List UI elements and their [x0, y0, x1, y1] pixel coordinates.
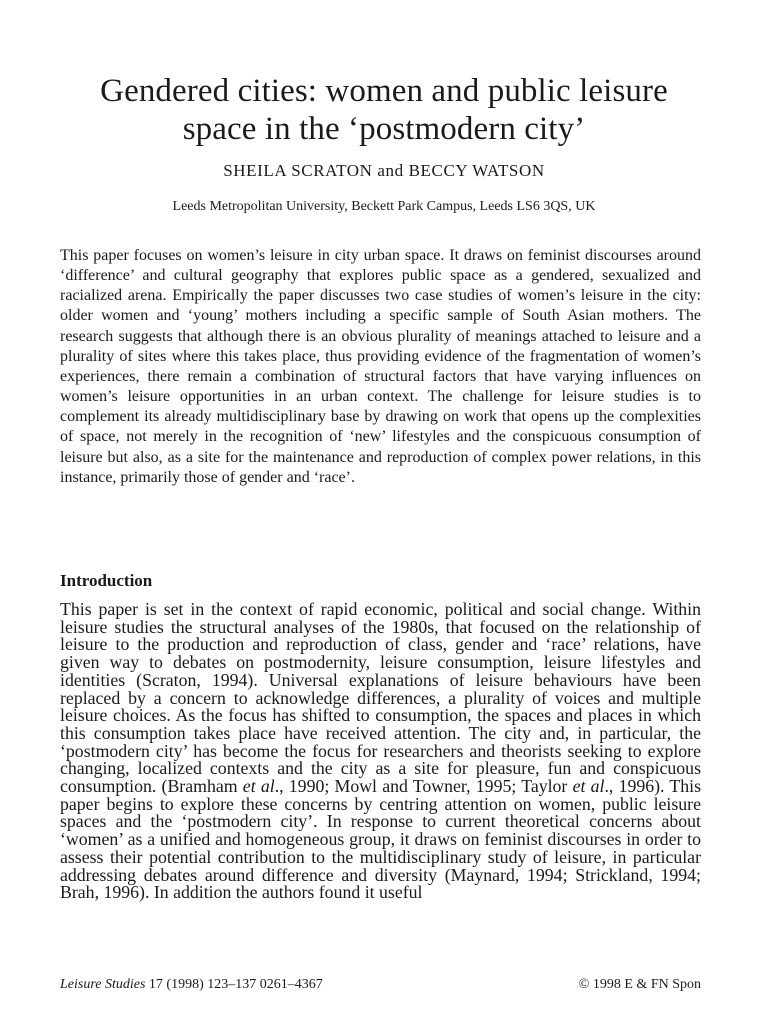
- paper-title: [40, 72, 728, 148]
- volume-pages-issn: 17 (1998) 123–137 0261–4367: [145, 977, 323, 992]
- body-text-part-3: ., 1996). This paper begins to explore these concerns by centring attention on women, public leisure spaces and the ‘postmodern city’. In response to current theoretical concerns about ‘women’ as a unified and homogeneous group, it draws on feminist discourses in order to assess their potential contribution to the multidisciplinary study of leisure, in particular addressing debates around difference and diversity (Maynard, 1994; Strickland, 1994; Brah, 1996). In addition the authors found it useful: [60, 776, 702, 903]
- title-line-1: Gendered cities: women and public leisure: [100, 73, 668, 109]
- copyright-notice: © 1998 E & FN Spon: [578, 977, 701, 992]
- section-heading-introduction: Introduction: [60, 571, 153, 590]
- introduction-paragraph: [60, 601, 701, 902]
- author-names: SHEILA SCRATON and BECCY WATSON: [223, 161, 545, 180]
- abstract-paragraph: This paper focuses on women’s leisure in city urban space. It draws on feminist discourses around ‘difference’ and cultural geography that explores public space as a gendered, sexualized and racialized arena. Empirically the paper discusses two case studies of women’s leisure in the city: older women and ‘young’ mothers including a specific sample of South Asian mothers. The research suggests that although there is an obvious plurality of meanings attached to leisure and a plurality of sites where this takes place, thus providing evidence of the fragmentation of women’s experiences, there remain a combination of structural factors that have varying influences on women’s leisure opportunities in an urban context. The challenge for leisure studies is to complement its already multidisciplinary base by drawing on work that opens up the complexities of space, not merely in the recognition of ‘new’ lifestyles and the conspicuous consumption of leisure but also, as a site for the maintenance and reproduction of complex power relations, in this instance, primarily those of gender and ‘race’.: [60, 247, 701, 486]
- author-affiliation: Leeds Metropolitan University, Beckett Park Campus, Leeds LS6 3QS, UK: [172, 199, 596, 214]
- body-text-part-2: ., 1990; Mowl and Towner, 1995; Taylor: [274, 776, 573, 797]
- journal-name: Leisure Studies: [60, 977, 146, 992]
- title-line-2: space in the ‘postmodern city’: [182, 111, 586, 147]
- journal-citation: [60, 976, 323, 994]
- italic-et-al-2: et al: [572, 776, 605, 797]
- body-text-part-1: This paper is set in the context of rapid economic, political and social change. Within leisure studies the structural analyses of the 1980s, that focused on the relationship of leisure to the production and reproduction of class, gender and ‘race’ relations, have given way to debates on postmodernity, leisure consumption, leisure lifestyles and identities (Scraton, 1994). Universal explanations of leisure behaviours have been replaced by a concern to acknowledge differences, a plurality of voices and multiple leisure choices. As the focus has shifted to consumption, the spaces and places in which this consumption takes place have received attention. The city and, in particular, the ‘postmodern city’ has become the focus for researchers and theorists seeking to explore changing, localized contexts and the city as a site for pleasure, fun and conspicuous consumption. (Bramham: [60, 599, 701, 797]
- italic-et-al-1: et al: [242, 776, 275, 797]
